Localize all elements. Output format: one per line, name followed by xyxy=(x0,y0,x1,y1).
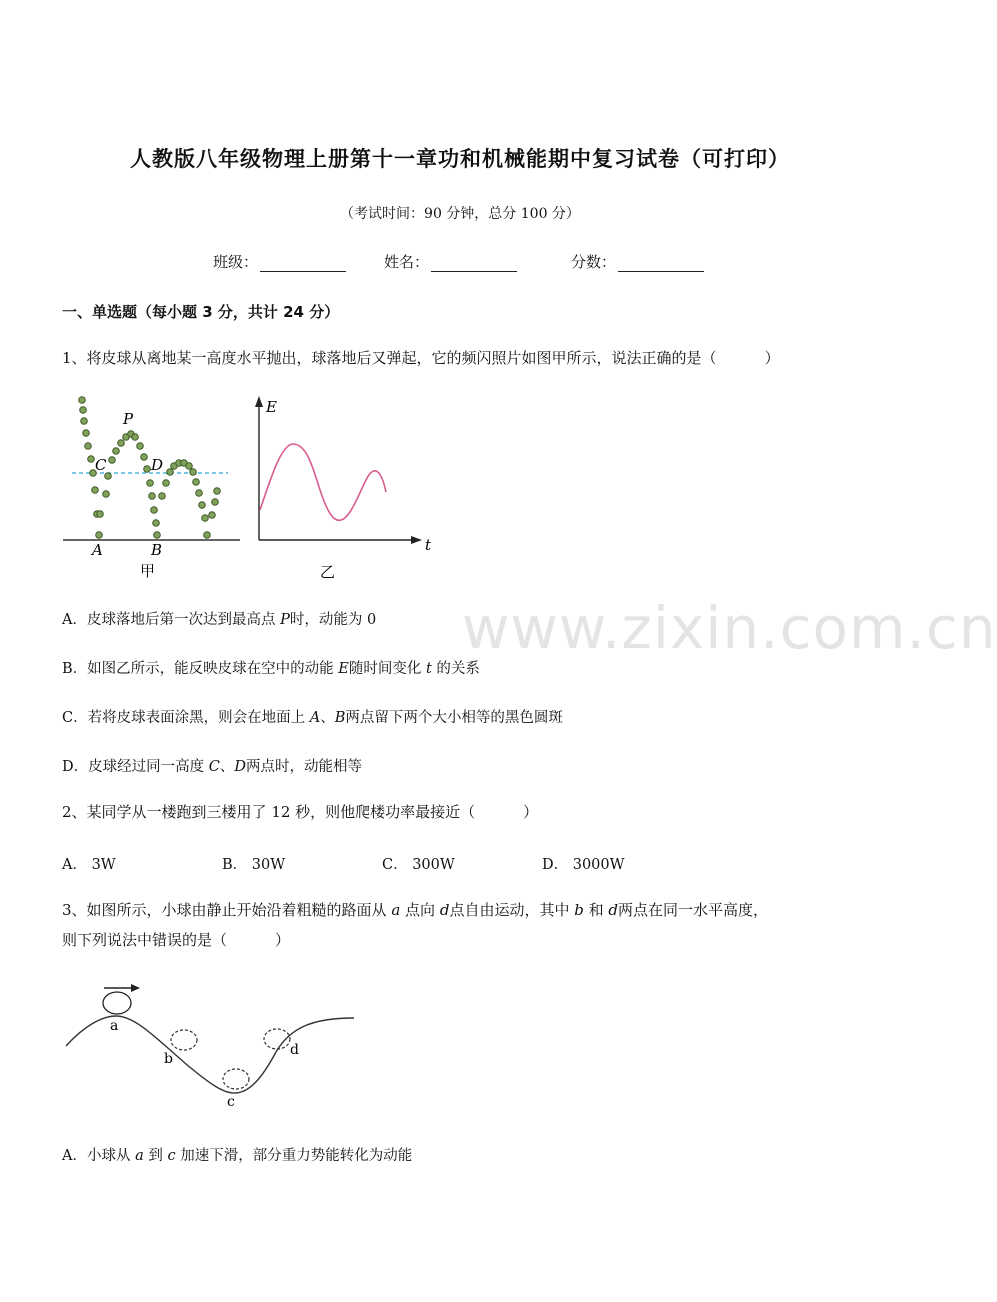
track-label-a: a xyxy=(110,1018,119,1034)
question-3-var-d2: d xyxy=(608,901,618,919)
class-blank[interactable] xyxy=(260,257,346,272)
point-label-b: B xyxy=(151,541,163,559)
energy-curve xyxy=(260,444,386,520)
q1-option-a-var: P xyxy=(280,612,290,628)
q1-option-d[interactable] xyxy=(62,755,362,776)
q2-option-b[interactable]: B． 30W xyxy=(222,857,286,873)
q1-option-c-text: C．若将皮球表面涂黑，则会在地面上 xyxy=(62,710,310,726)
score-blank[interactable] xyxy=(618,257,704,272)
watermark: www.zixin.com.cn xyxy=(462,594,997,662)
question-3-mid3: 和 xyxy=(583,901,609,919)
q1-option-b-var: E xyxy=(338,661,349,677)
figure-yi xyxy=(250,392,440,584)
question-3-post: 两点在同一水平高度， xyxy=(617,901,768,919)
question-3-var-b: b xyxy=(574,901,584,919)
q3-option-a[interactable] xyxy=(62,1144,412,1165)
q1-option-a[interactable] xyxy=(62,608,376,629)
q1-option-a-post: 时，动能为 0 xyxy=(289,612,377,628)
q1-option-b-post: 的关系 xyxy=(431,661,480,677)
figure-yi-label: 乙 xyxy=(320,563,336,581)
page-title: 人教版八年级物理上册第十一章功和机械能期中复习试卷（可打印） xyxy=(130,147,790,171)
q1-option-b-text: B．如图乙所示，能反映皮球在空中的动能 xyxy=(62,661,339,677)
q1-option-d-text: D．皮球经过同一高度 xyxy=(62,759,209,775)
q1-option-c-mid: 、 xyxy=(320,710,335,726)
q2-option-a[interactable]: A． 3W xyxy=(62,857,116,873)
q1-option-b-mid: 随时间变化 xyxy=(348,661,426,677)
ball-dashed-b xyxy=(171,1030,197,1050)
question-2-close: ） xyxy=(523,803,539,821)
question-1 xyxy=(62,343,862,373)
q1-option-d-post: 两点时，动能相等 xyxy=(245,759,362,775)
q3-option-a-var2: c xyxy=(167,1148,176,1164)
exam-subtitle: （考试时间：90 分钟，总分 100 分） xyxy=(340,206,580,222)
question-3-mid2: 点自由运动，其中 xyxy=(449,901,575,919)
q1-option-a-text: A．皮球落地后第一次达到最高点 xyxy=(62,612,281,628)
class-label: 班级： xyxy=(213,253,259,271)
q1-option-c-var: A xyxy=(309,710,321,726)
q1-option-d-var2: D xyxy=(234,759,246,775)
track-label-c: c xyxy=(227,1094,235,1110)
q1-option-d-mid: 、 xyxy=(219,759,235,775)
q1-option-b-var2: t xyxy=(425,661,432,677)
question-2 xyxy=(62,797,862,827)
point-label-d: D xyxy=(151,456,164,474)
x-axis-label: t xyxy=(425,536,432,554)
x-axis-arrow xyxy=(411,536,422,544)
q2-option-d[interactable]: D． 3000W xyxy=(542,857,625,873)
q1-option-d-var: C xyxy=(208,759,220,775)
track-label-b: b xyxy=(164,1051,173,1067)
point-label-c: C xyxy=(95,456,107,474)
ball-solid xyxy=(103,992,131,1014)
question-3-mid1: 点向 xyxy=(400,901,440,919)
question-2-text: 2、某同学从一楼跑到三楼用了 12 秒，则他爬楼功率最接近（ xyxy=(62,803,476,821)
q1-option-c-post: 两点留下两个大小相等的黑色圆斑 xyxy=(345,710,563,726)
question-1-close: ） xyxy=(764,349,780,367)
track-label-d: d xyxy=(290,1042,299,1058)
question-1-text: 1、将皮球从离地某一高度水平抛出，球落地后又弹起，它的频闪照片如图甲所示，说法正确的是（ xyxy=(62,349,717,367)
q3-option-a-var: a xyxy=(135,1148,144,1164)
name-field xyxy=(384,251,517,272)
q1-option-b[interactable] xyxy=(62,657,480,678)
figure-jia-label: 甲 xyxy=(140,562,156,580)
q2-options xyxy=(62,853,862,874)
name-label: 姓名： xyxy=(384,253,430,271)
motion-arrow-head xyxy=(131,984,140,992)
y-axis-arrow xyxy=(255,396,263,407)
q2-option-c[interactable]: C． 300W xyxy=(382,857,455,873)
ball-dashed-c xyxy=(223,1069,249,1089)
figure-track xyxy=(60,980,360,1115)
section-title: 一、单选题（每小题 3 分，共计 24 分） xyxy=(62,303,340,321)
question-3-line2: 则下列说法中错误的是（ xyxy=(62,931,228,949)
question-3-var-d: d xyxy=(439,901,450,919)
q1-option-c[interactable] xyxy=(62,706,563,727)
q3-option-a-post: 加速下滑，部分重力势能转化为动能 xyxy=(175,1148,413,1164)
question-3-close: ） xyxy=(275,931,291,949)
q3-option-a-text: A．小球从 xyxy=(62,1148,136,1164)
point-label-a: A xyxy=(92,541,103,559)
name-blank[interactable] xyxy=(431,257,517,272)
question-3-var-a: a xyxy=(391,901,401,919)
question-3 xyxy=(62,895,862,955)
point-label-p: P xyxy=(123,410,134,428)
q3-option-a-mid: 到 xyxy=(143,1148,168,1164)
figure-jia xyxy=(60,390,245,582)
score-label: 分数： xyxy=(571,253,617,271)
class-field xyxy=(213,251,346,272)
y-axis-label: E xyxy=(266,398,277,416)
question-3-text: 3、如图所示，小球由静止开始沿着粗糙的路面从 xyxy=(62,901,392,919)
q1-option-c-var2: B xyxy=(334,710,346,726)
score-field xyxy=(571,251,704,272)
